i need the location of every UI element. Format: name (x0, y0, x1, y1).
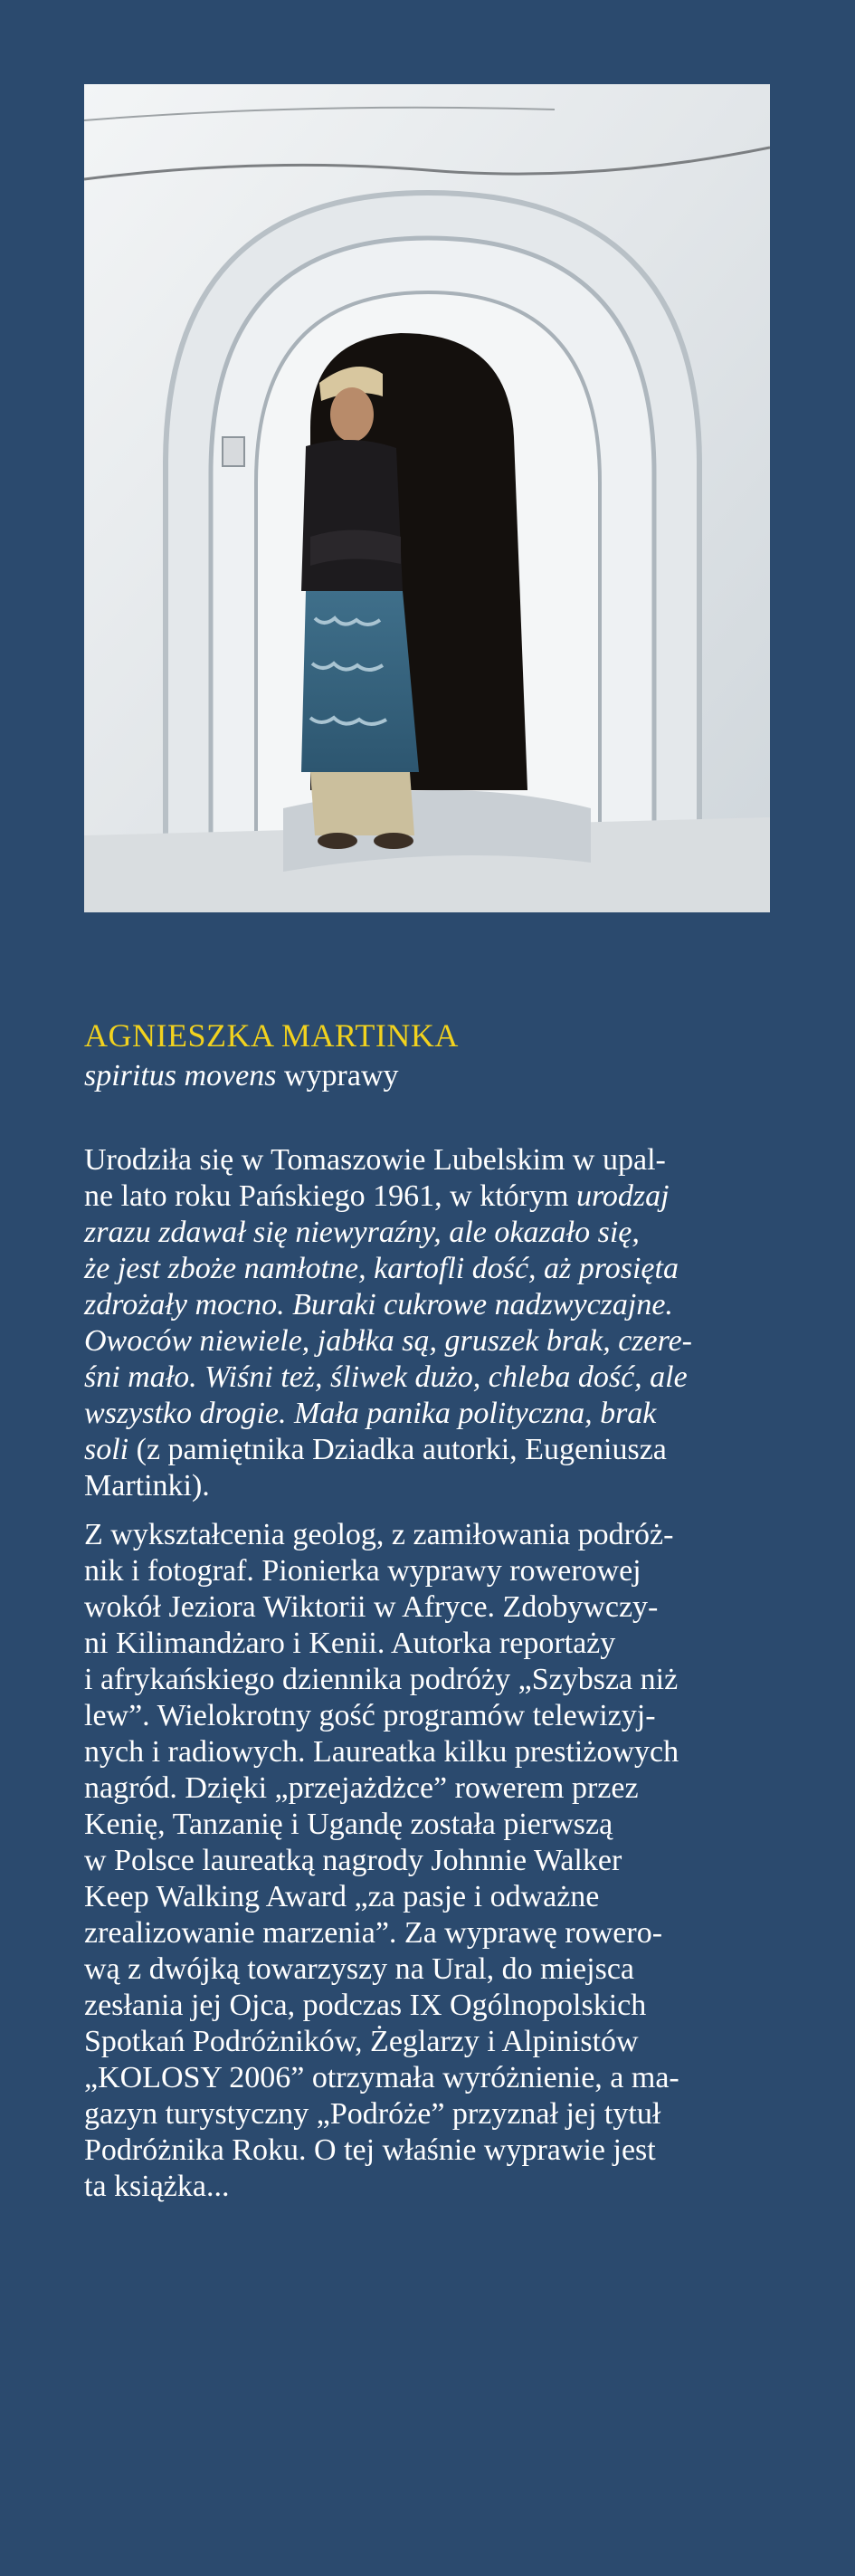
bio-line: Z wykształcenia geolog, z zamiłowania podróż- (84, 1518, 674, 1551)
bio-line (84, 1323, 790, 1360)
bio-line: Podróżnika Roku. O tej właśnie wyprawie jest (84, 2133, 656, 2167)
bio-text-run: śni mało. Wiśni też, śliwek dużo, chleba dość, ale (84, 1360, 688, 1394)
biography (84, 1142, 790, 2205)
bio-line (84, 1396, 790, 1432)
bio-line (84, 1215, 790, 1251)
bio-text-run: (z pamiętnika Dziadka autorki, Eugeniusza (128, 1433, 667, 1466)
bio-line: wokół Jeziora Wiktorii w Afryce. Zdobywczy- (84, 1590, 659, 1624)
bio-text-run: ne lato roku Pańskiego 1961, w którym (84, 1179, 576, 1213)
subtitle-latin: spiritus movens (84, 1059, 277, 1092)
bio-line: nik i fotograf. Pionierka wyprawy rowerowej (84, 1554, 641, 1588)
bio-line: zesłania jej Ojca, podczas IX Ogólnopolskich (84, 1989, 647, 2022)
author-name: AGNIESZKA MARTINKA (84, 1017, 459, 1054)
bio-line: „KOLOSY 2006” otrzymała wyróżnienie, a ma- (84, 2061, 679, 2094)
author-photo (84, 84, 770, 912)
subtitle-rest: wyprawy (276, 1059, 399, 1092)
bio-line: ta książka... (84, 2170, 230, 2203)
bio-line: Kenię, Tanzanię i Ugandę została pierwszą (84, 1808, 613, 1841)
bio-line (84, 1468, 790, 1504)
bio-line: zrealizowanie marzenia”. Za wyprawę rowero- (84, 1916, 663, 1950)
bio-line (84, 1251, 790, 1287)
bio-line: ni Kilimandżaro i Kenii. Autorka reportaży (84, 1627, 616, 1660)
bio-line: w Polsce laureatką nagrody Johnnie Walker (84, 1844, 622, 1877)
bio-text-run: Martinki). (84, 1469, 210, 1503)
bio-line (84, 1178, 790, 1215)
bio-line (84, 1360, 790, 1396)
bio-line: lew”. Wielokrotny gość programów telewizyj- (84, 1699, 656, 1732)
bio-line: gazyn turystyczny „Podróże” przyznał jej tytuł (84, 2097, 661, 2131)
bio-text-run: zrazu zdawał się niewyraźny, ale okazało się, (84, 1216, 640, 1249)
bio-text-run: wszystko drogie. Mała panika polityczna, brak (84, 1397, 657, 1430)
bio-line: nagród. Dzięki „przejażdżce” rowerem przez (84, 1771, 639, 1805)
bio-text-run: Owoców niewiele, jabłka są, gruszek brak, czere- (84, 1324, 692, 1358)
author-subtitle (84, 1059, 399, 1093)
bio-text-run: że jest zboże namłotne, kartofli dość, aż prosięta (84, 1252, 679, 1285)
bio-text-run: urodzaj (575, 1179, 670, 1213)
bio-text-run: Urodziła się w Tomaszowie Lubelskim w upal- (84, 1143, 666, 1177)
bio-line: nych i radiowych. Laureatka kilku prestiżowych (84, 1735, 679, 1769)
bio-line: i afrykańskiego dziennika podróży „Szybsza niż (84, 1663, 679, 1696)
bio-line (84, 1432, 790, 1468)
bio-line: wą z dwójką towarzyszy na Ural, do miejsca (84, 1952, 634, 1986)
bio-paragraph-1 (84, 1142, 790, 1504)
bio-line: Keep Walking Award „za pasje i odważne (84, 1880, 600, 1913)
bio-text-run: soli (84, 1433, 129, 1466)
bio-line (84, 1142, 790, 1178)
photo-illustration (84, 84, 770, 912)
bio-text-run: zdrożały mocno. Buraki cukrowe nadzwyczajne. (84, 1288, 673, 1321)
bio-paragraph-2 (84, 1517, 790, 2205)
bio-line (84, 1287, 790, 1323)
bio-line: Spotkań Podróżników, Żeglarzy i Alpinistów (84, 2025, 639, 2058)
